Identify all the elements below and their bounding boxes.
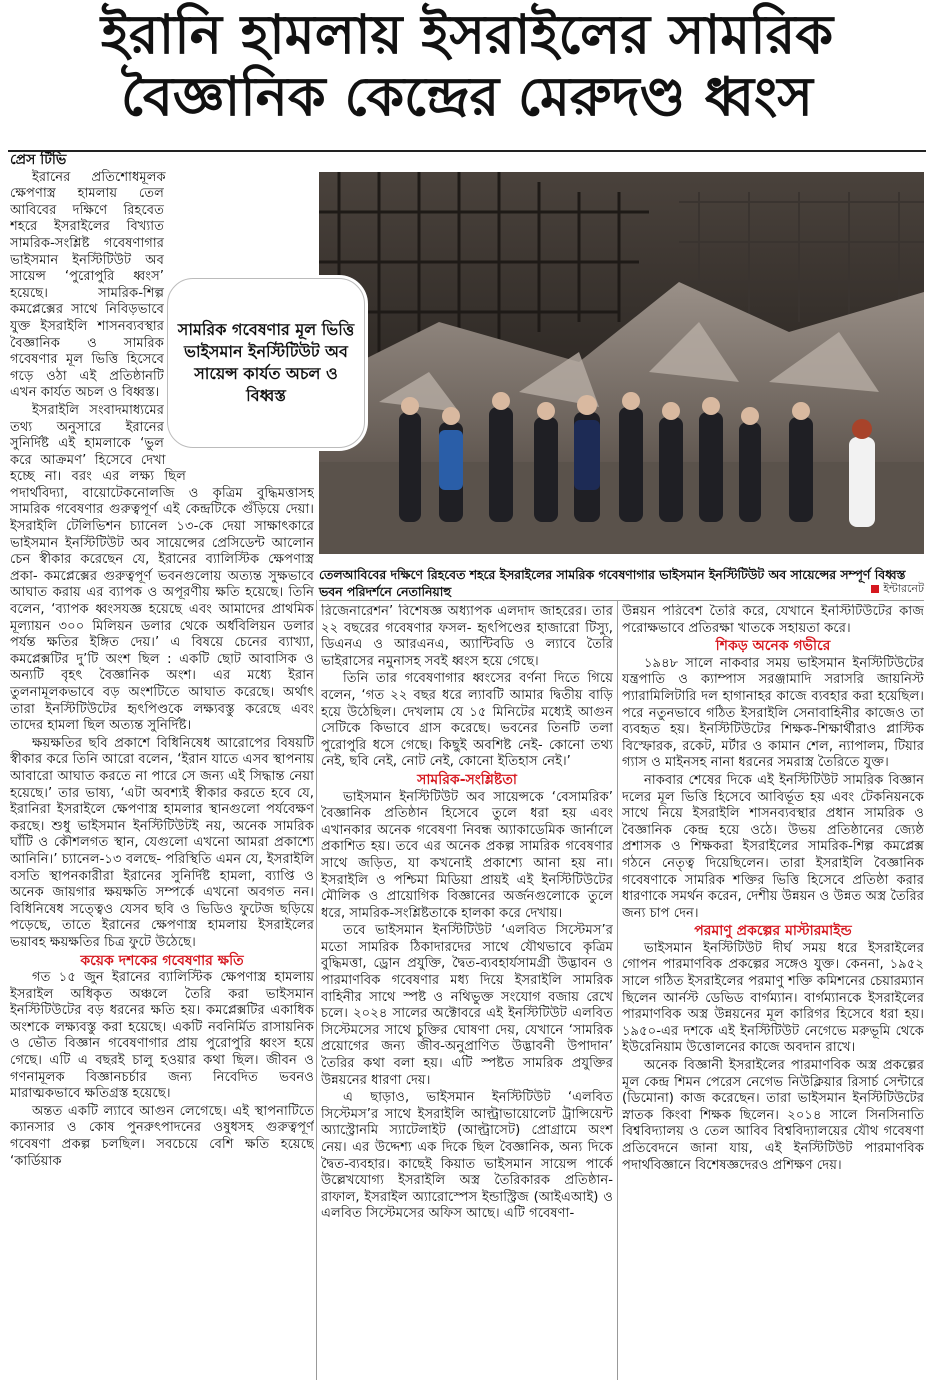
photo-credit: ইন্টারনেট — [871, 580, 924, 599]
paragraph: ১৯৪৮ সালে নাকবার সময় ভাইসমান ইনস্টিটিউটের যন্ত্রপাতি ও ক্যাম্পাস সরঞ্জামাদি সরাসরি জায়নিস্ট প্যারামিলিটারি দল হাগানাহর কাজে ব্যবহার করা হয়েছিল। পরে নতুনভাবে গঠিত ইসরাইলি সেনাবাহিনীর কাজেও তা ব্যবহৃত হয়। ইনস্টিটিউটের শিক্ষক-শিক্ষার্থীরাও প্লাস্টিক বিস্ফোরক, রকেট, মর্টার ও কামান শেল, ন্যাপালম, টিয়ার গ্যাস ও মাইনসহ নানা ধরনের সমরাস্ত্র তৈরিতে যুক্ত। — [622, 655, 924, 771]
subheading: শিকড় অনেক গভীরে — [715, 638, 831, 655]
paragraph: নাকবার শেষের দিকে এই ইনস্টিটিউট সামরিক বিজ্ঞান দলের মূল ভিত্তি হিসেবে আবির্ভূত হয় এবং টেকনিয়নকে সাথে নিয়ে ইসরাইলি শাসনব্যবস্থার প্রধান সামরিক ও বৈজ্ঞানিক কেন্দ্র হয়ে ওঠে। উভয় প্রতিষ্ঠানের জ্যেষ্ঠ প্রশাসক ও শিক্ষকরা ইসরাইলের সামরিক-শিল্প কমপ্লেক্স গঠনে নেতৃত্ব দিয়েছিলেন। তারা ইসরাইলি বৈজ্ঞানিক গবেষণাকে সামরিক শক্তির ভিত্তি হিসেবে প্রতিষ্ঠা করার ধারণাকে সমর্থন করেন, দেশীয় উন্নয়ন ও উন্নত অস্ত্র তৈরির জন্য চাপ দেন। — [622, 772, 924, 921]
headline-line-1: ইরানি হামলায় ইসরাইলের সামরিক — [100, 3, 834, 66]
column-divider — [617, 600, 618, 1380]
subheading: কয়েক দশকের গবেষণার ক্ষতি — [80, 952, 244, 969]
paragraph: উন্নয়ন পরিবেশ তৈরি করে, যেখানে ইনস্টিটিউটের কাজ পরোক্ষভাবে প্রতিরক্ষা খাতকে সহায়তা করে। — [622, 604, 924, 636]
article-column-2 — [321, 604, 613, 1380]
paragraph: অন্তত একটি ল্যাবে আগুন লেগেছে। এই স্থাপনাটিতে ক্যানসার ও কোষ পুনরুৎপাদনের ওষুধসহ গুরুত্বপূর্ণ গবেষণা প্রকল্প চলছিল। সবচেয়ে বেশি ক্ষতি হয়েছে ‘কার্ডিয়াক — [10, 1103, 314, 1169]
pullquote-text: সামরিক গবেষণার মূল ভিত্তি ভাইসমান ইনস্টিটিউট অব সায়েন্স কার্যত অচল ও বিধ্বস্ত — [177, 320, 355, 405]
paragraph: তবে ভাইসমান ইনস্টিটিউট ‘এলবিত সিস্টেমস’র মতো সামরিক ঠিকাদারদের সাথে যৌথভাবে কৃত্রিম বুদ্ধিমত্তা, ড্রোন প্রযুক্তি, দ্বৈত-ব্যবহার্যসামগ্রী উদ্ভাবন ও পারমাণবিক গবেষণার মধ্য দিয়ে ইসরাইলি সামরিক বাহিনীর সাথে স্পষ্ট ও নথিভুক্ত সংযোগ বজায় রেখে চলে। ২০২৪ সালের অক্টোবরে এই ইনস্টিটিউট এলবিত সিস্টেমসের সাথে চুক্তির ঘোষণা দেয়, যেখানে ‘সামরিক প্রয়োগের জন্য জীব-অনুপ্রাণিত উদ্ভাবনী উপাদান’ তৈরির কথা বলা হয়। এটি স্পষ্টত সামরিক প্রযুক্তির উন্নয়নের ধারণা দেয়। — [321, 923, 613, 1088]
headline — [0, 4, 934, 128]
headline-line-2: বৈজ্ঞানিক কেন্দ্রের মেরুদণ্ড ধ্বংস — [121, 65, 813, 128]
photo-caption: তেলআবিবের দক্ষিণে রিহবেত শহরে ইসরাইলের সামরিক গবেষণাগার ভাইসমান ইনস্টিটিউট অব সায়েন্সের সম্পূর্ণ বিধ্বস্ত ভবন পরিদর্শনে নেতানিয়াহু — [319, 567, 906, 599]
paragraph: ভাইসমান ইনস্টিটিউট অব সায়েন্সকে ‘বেসামরিক’ বৈজ্ঞানিক প্রতিষ্ঠান হিসেবে তুলে ধরা হয় এবং এখানকার অনেক গবেষণা নিবন্ধ অ্যাকাডেমিক জার্নালে প্রকাশিত হয়। তবে এর অনেক প্রকল্প সামরিক গবেষণার সাথে জড়িত, যা কখনোই প্রকাশ্যে আনা হয় না। ইসরাইলি ও পশ্চিমা মিডিয়া প্রায়ই এই ইনস্টিটিউটের মৌলিক ও প্রায়োগিক বিজ্ঞানের অর্জনগুলোকে তুলে ধরে, সামরিক-সংশ্লিষ্টতাকে হালকা করে দেখায়। — [321, 789, 613, 921]
paragraph: ভাইসমান ইনস্টিটিউট দীর্ঘ সময় ধরে ইসরাইলের গোপন পারমাণবিক প্রকল্পের সঙ্গেও যুক্ত। কেননা, ১৯৫২ সালে গঠিত ইসরাইলের পরমাণু শক্তি কমিশনের চেয়ারম্যান ছিলেন আর্নস্ট ডেভিড বার্গম্যান। বার্গম্যানকে ইসরাইলের পারমাণবিক অস্ত্র উন্নয়নের মূল কারিগর হিসেবে ধরা হয়। ১৯৫০-এর দশকে এই ইনস্টিটিউট নেগেভে মরুভূমি থেকে ইউরেনিয়াম উত্তোলনের কাজে অবদান রাখে। — [622, 940, 924, 1056]
pullquote — [167, 278, 365, 448]
article-column-3 — [622, 604, 924, 1380]
photo-rubble-scene — [319, 172, 924, 554]
paragraph: এ ছাড়াও, ভাইসমান ইনস্টিটিউট ‘এলবিত সিস্টেমস’র সাথে ইসরাইলি আল্ট্রাভায়োলেট ট্রান্সিয়েন্ট অ্যাস্ট্রোনমি স্যাটেলাইট (আল্ট্রাসেট) প্রোগ্রামে অংশ নেয়। এর উদ্দেশ্য এক দিকে ছিল বৈজ্ঞানিক, অন্য দিকে দ্বৈত-ব্যবহার। কাছেই কিয়াত ভাইসমান সায়েন্স পার্কে উল্লেখযোগ্য ইসরাইলি অস্ত্র তৈরিকারক প্রতিষ্ঠান- রাফাল, ইসরাইল অ্যারোস্পেস ইন্ডাস্ট্রিজ (আইএআই) ও এলবিত সিস্টেমসের অফিস আছে। এটি গবেষণা- — [321, 1090, 613, 1222]
subheading: সামরিক-সংশ্লিষ্টতা — [417, 771, 517, 788]
paragraph: ক্ষয়ক্ষতির ছবি প্রকাশে বিধিনিষেধ আরোপের বিষয়টি স্বীকার করে তিনি আরো বলেন, ‘ইরান যাতে এসব স্থাপনায় আবারো আঘাত করতে না পারে সে জন্য এই সিদ্ধান্ত নেয়া হয়েছে।’ তার ভাষ্য, ‘এটা অবশ্যই স্বীকার করতে হবে যে, ইরানিরা ইসরাইলে ক্ষেপণাস্ত্র হামলার স্থানগুলো পর্যবেক্ষণ করছে। শুধু ভাইসমান ইনস্টিটিউটই নয়, অনেক সামরিক ঘাঁটি ও কৌশলগত স্থান, যেগুলো এখনো আমরা প্রকাশ্যে আনিনি।’ চ্যানেল-১৩ বলছে- পরিস্থিতি এমন যে, ইসরাইলি বসতি স্থাপনকারীরা ইরানের সুনির্দিষ্ট হামলা, ব্যাপ্তি ও অনেক জায়গার ক্ষয়ক্ষতি সম্পর্কে এখনো অবগত নন। বিধিনিষেধ সত্ত্বেও যেসব ছবি ও ভিডিও ফুটেজ ছড়িয়ে পড়েছে, তাতে ইরানের ক্ষেপণাস্ত্র হামলায় ইসরাইলের ভয়াবহ ক্ষয়ক্ষতির চিত্র ফুটে উঠেছে। — [10, 735, 314, 950]
paragraph: ইরানের প্রতিশোধমূলক ক্ষেপণাস্ত্র হামলায় তেল আবিবের দক্ষিণে রিহবেত শহরে ইসরাইলের বিখ্যাত সামরিক-সংশ্লিষ্ট গবেষণাগার ভাইসমান ইনস্টিটিউট অব সায়েন্স ‘পুরোপুরি ধ্বংস’ হয়েছে। সামরিক-শিল্প কমপ্লেক্সের সাথে নিবিড়ভাবে যুক্ত ইসরাইলি শাসনব্যবস্থার বৈজ্ঞানিক ও সামরিক গবেষণার মূল ভিত্তি হিসেবে গড়ে ওঠা এই প্রতিষ্ঠানটি এখন কার্যত অচল ও বিধ্বস্ত। — [10, 170, 314, 402]
byline: প্রেস টিভি — [10, 152, 67, 168]
paragraph: গত ১৫ জুন ইরানের ব্যালিস্টিক ক্ষেপণাস্ত্র হামলায় ইসরাইল অধিকৃত অঞ্চলে তৈরি করা ভাইসমান ইনস্টিটিউটের বড় ধরনের ক্ষতি হয়। কমপ্লেক্সটির একাধিক অংশকে লক্ষ্যবস্তু করা হয়েছে। একটি নবনির্মিত রাসায়নিক ও ভৌত বিজ্ঞান গবেষণাগার প্রায় পুরোপুরি ধ্বংস হয়ে গেছে। এটি এ বছরই চালু হওয়ার কথা ছিল। জীবন ও গণনামূলক বিজ্ঞানচর্চার জন্য নিবেদিত ভবনও মারাত্মকভাবে ক্ষতিগ্রস্ত হয়েছে। — [10, 970, 314, 1102]
caption-rule — [319, 600, 924, 601]
credit-marker-icon — [871, 585, 879, 593]
column-divider — [316, 600, 317, 1380]
subheading: পরমাণু প্রকল্পের মাস্টারমাইন্ড — [694, 923, 852, 940]
news-photo — [319, 172, 924, 554]
paragraph: রিজেনারেশন’ বিশেষজ্ঞ অধ্যাপক এলদাদ জাহরের। তার ২২ বছরের গবেষণার ফসল- হৃৎপিণ্ডের হাজারো টিস্যু, ডিএনএ ও আরএনএ, অ্যান্টিবডি ও ল্যাবে তৈরি ভাইরাসের নমুনাসহ সবই ধ্বংস হয়ে গেছে। — [321, 604, 613, 669]
paragraph: ইসরাইলি সংবাদমাধ্যমের তথ্য অনুসারে ইরানের সুনির্দিষ্ট এই হামলাকে ‘ভুল করে আক্রমণ’ হিসেবে দেখা হচ্ছে না। বরং এর লক্ষ্য ছিল পদার্থবিদ্যা, বায়োটেকনোলজি ও কৃত্রিম বুদ্ধিমত্তাসহ সামরিক গবেষণার গুরুত্বপূর্ণ এই কেন্দ্রটিকে গুঁড়িয়ে দেয়া। ইসরাইলি টেলিভিশন চ্যানেল ১৩-কে দেয়া সাক্ষাৎকারে ভাইসমান ইনস্টিটিউট অব সায়েন্সের প্রেসিডেন্ট আলোন চেন স্বীকার করেছেন যে, ইরানের ব্যালিস্টিক ক্ষেপণাস্ত্র প্রকা- কমপ্লেক্সের গুরুত্বপূর্ণ ভবনগুলোয় অত্যন্ত সুক্ষভাবে আঘাত করায় এর ব্যাপক ও অপূরণীয় ক্ষতি হয়েছে। তিনি বলেন, ‘ব্যাপক ধ্বংসযজ্ঞ হয়েছে এবং আমাদের প্রাথমিক মূল্যায়ন ৩০০ মিলিয়ন ডলার থেকে অর্ধবিলিয়ন ডলার পর্যন্ত ক্ষতির ইঙ্গিত দেয়।’ এ বিষয়ে চেনের ব্যাখ্যা, কমপ্লেক্সটির দু’টি অংশ ছিল : একটি ছোট আবাসিক ও অন্যটি বৃহৎ বৈজ্ঞানিক অংশ। এর মধ্যে ইরান তুলনামূলকভাবে বড় অংশটিতে আঘাত করেছে। অর্থাৎ তারা ইনস্টিটিউটের হৃৎপিণ্ডকে লক্ষ্যবস্তু করেছে এবং তাদের হামলা ছিল অত্যন্ত সুনির্দিষ্ট। — [10, 402, 314, 734]
paragraph: অনেক বিজ্ঞানী ইসরাইলের পারমাণবিক অস্ত্র প্রকল্পের মূল কেন্দ্র শিমন পেরেস নেগেভ নিউক্লিয়ার রিসার্চ সেন্টারে (ডিমোনা) কাজ করেছেন। তারা ভাইসমান ইনস্টিটিউটের স্নাতক কিংবা শিক্ষক ছিলেন। ২০১৪ সালে সিনসিনাতি বিশ্ববিদ্যালয় ও তেল আবিব বিশ্ববিদ্যালয়ের যৌথ গবেষণা প্রতিবেদনে জানা যায়, এই ইনস্টিটিউট পারমাণবিক পদার্থবিজ্ঞানে বিশেষজ্ঞদেরও প্রশিক্ষণ দেয়। — [622, 1058, 924, 1173]
paragraph: তিনি তার গবেষণাগার ধ্বংসের বর্ণনা দিতে গিয়ে বলেন, ‘গত ২২ বছর ধরে ল্যাবটি আমার দ্বিতীয় বাড়ি হয়ে উঠেছিল। দেখলাম যে ১৫ মিনিটের মধ্যেই আগুন সেটিকে কিভাবে গ্রাস করেছে। ভবনের তিনটি তলা পুরোপুরি ধসে গেছে। কিছুই অবশিষ্ট নেই- কোনো তথ্য নেই, ছবি নেই, নোট নেই, কোনো ইতিহাস নেই।’ — [321, 671, 613, 770]
